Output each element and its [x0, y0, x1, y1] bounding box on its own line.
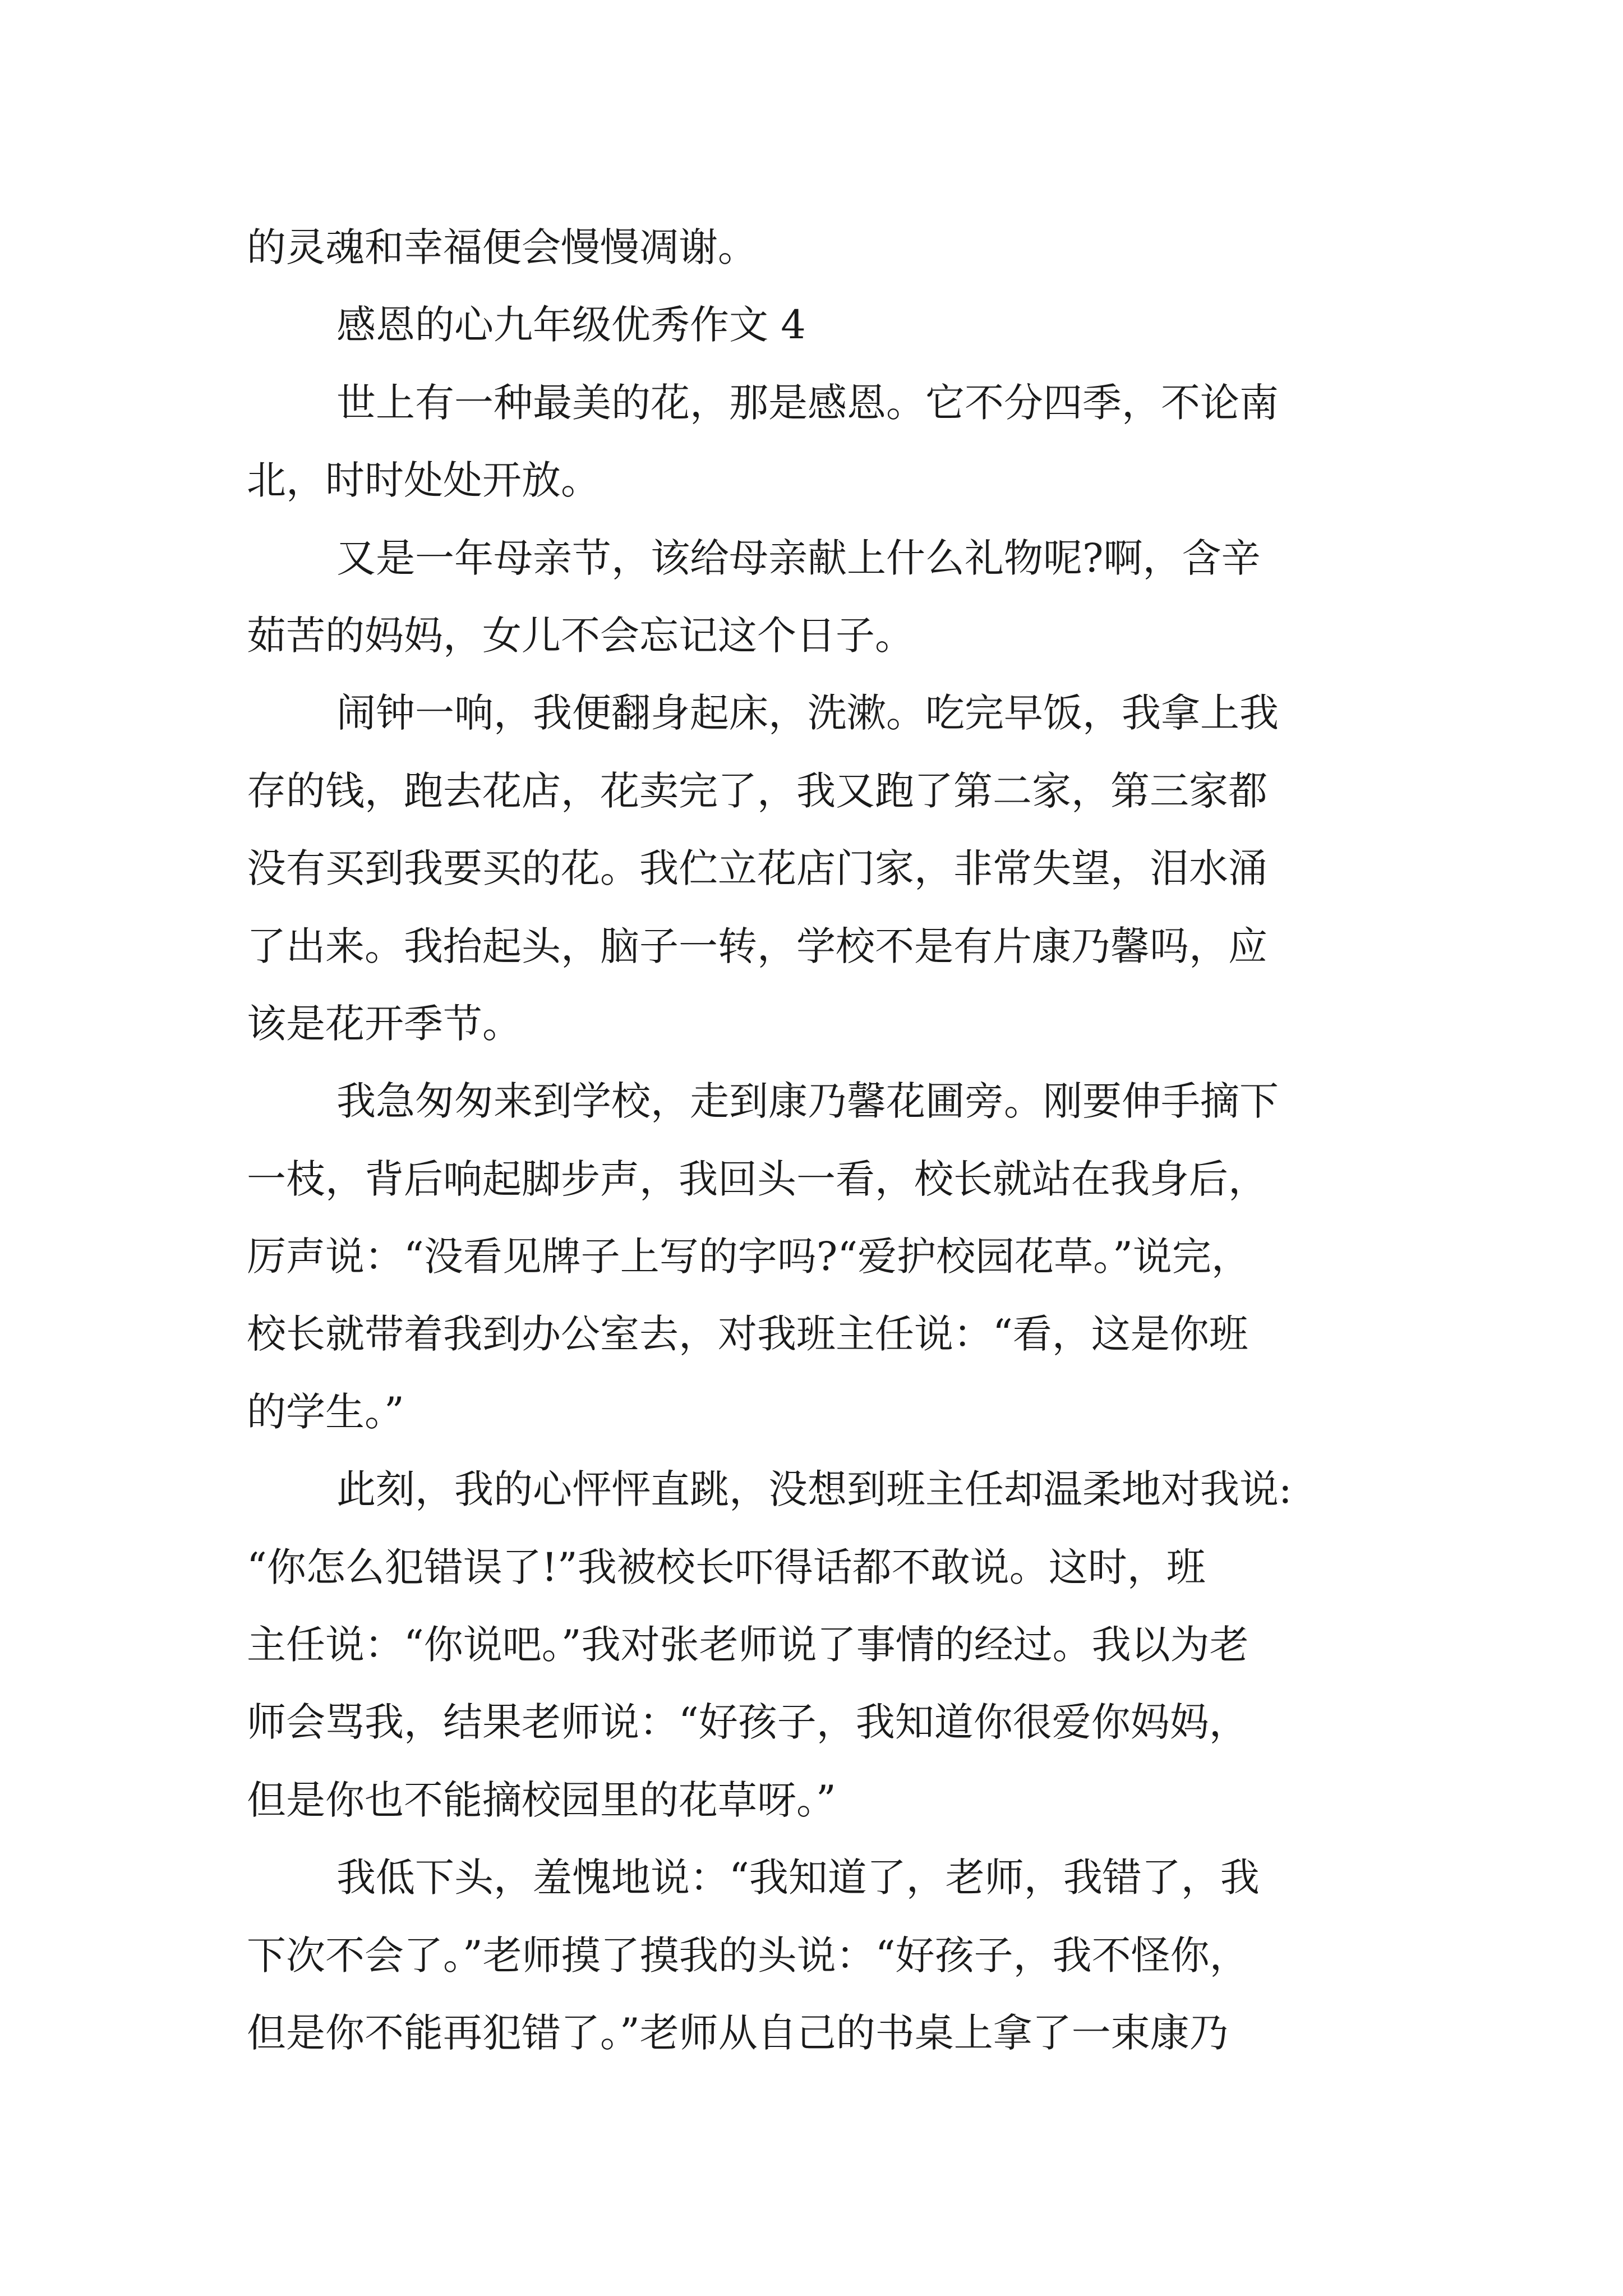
text-line: 此刻，我的心怦怦直跳，没想到班主任却温柔地对我说:	[336, 1466, 1292, 1513]
text-line: 师会骂我，结果老师说：“好孩子，我知道你很爱你妈妈，	[247, 1699, 1248, 1746]
text-line: 北，时时处处开放。	[247, 457, 600, 504]
text-line: 一枝，背后响起脚步声，我回头一看，校长就站在我身后，	[247, 1156, 1267, 1202]
text-line: 又是一年母亲节，该给母亲献上什么礼物呢?啊，含辛	[336, 535, 1261, 581]
text-line: 世上有一种最美的花，那是感恩。它不分四季，不论南	[336, 379, 1279, 426]
text-line: 我急匆匆来到学校，走到康乃馨花圃旁。刚要伸手摘下	[336, 1078, 1279, 1125]
text-line: 厉声说：“没看见牌子上写的字吗?“爱护校园花草。”说完，	[247, 1234, 1251, 1280]
text-line: 茹苦的妈妈，女儿不会忘记这个日子。	[247, 612, 914, 659]
text-line: 我低下头，羞愧地说：“我知道了，老师，我错了，我	[336, 1855, 1260, 1901]
text-line: “你怎么犯错误了!”我被校长吓得话都不敢说。这时，班	[247, 1544, 1206, 1590]
text-line: 但是你不能再犯错了。”老师从自己的书桌上拿了一束康乃	[247, 2009, 1229, 2056]
document-body	[247, 209, 1391, 2072]
text-line: 了出来。我抬起头，脑子一转，学校不是有片康乃馨吗，应	[247, 923, 1267, 969]
text-line: 校长就带着我到办公室去，对我班主任说：“看，这是你班	[247, 1311, 1248, 1358]
text-line: 但是你也不能摘校园里的花草呀。”	[247, 1777, 836, 1823]
text-line: 主任说：“你说吧。”我对张老师说了事情的经过。我以为老	[247, 1622, 1249, 1668]
text-line: 没有买到我要买的花。我伫立花店门家，非常失望，泪水涌	[247, 845, 1267, 892]
text-line: 存的钱，跑去花店，花卖完了，我又跑了第二家，第三家都	[247, 767, 1267, 814]
text-line: 的学生。”	[247, 1388, 404, 1435]
text-line: 的灵魂和幸福便会慢慢凋谢。	[247, 224, 757, 270]
section-heading: 感恩的心九年级优秀作文 4	[336, 302, 806, 348]
text-line: 下次不会了。”老师摸了摸我的头说：“好孩子，我不怪你，	[247, 1932, 1249, 1978]
text-line: 该是花开季节。	[247, 1000, 522, 1047]
text-line: 闹钟一响，我便翻身起床，洗漱。吃完早饭，我拿上我	[336, 690, 1279, 737]
